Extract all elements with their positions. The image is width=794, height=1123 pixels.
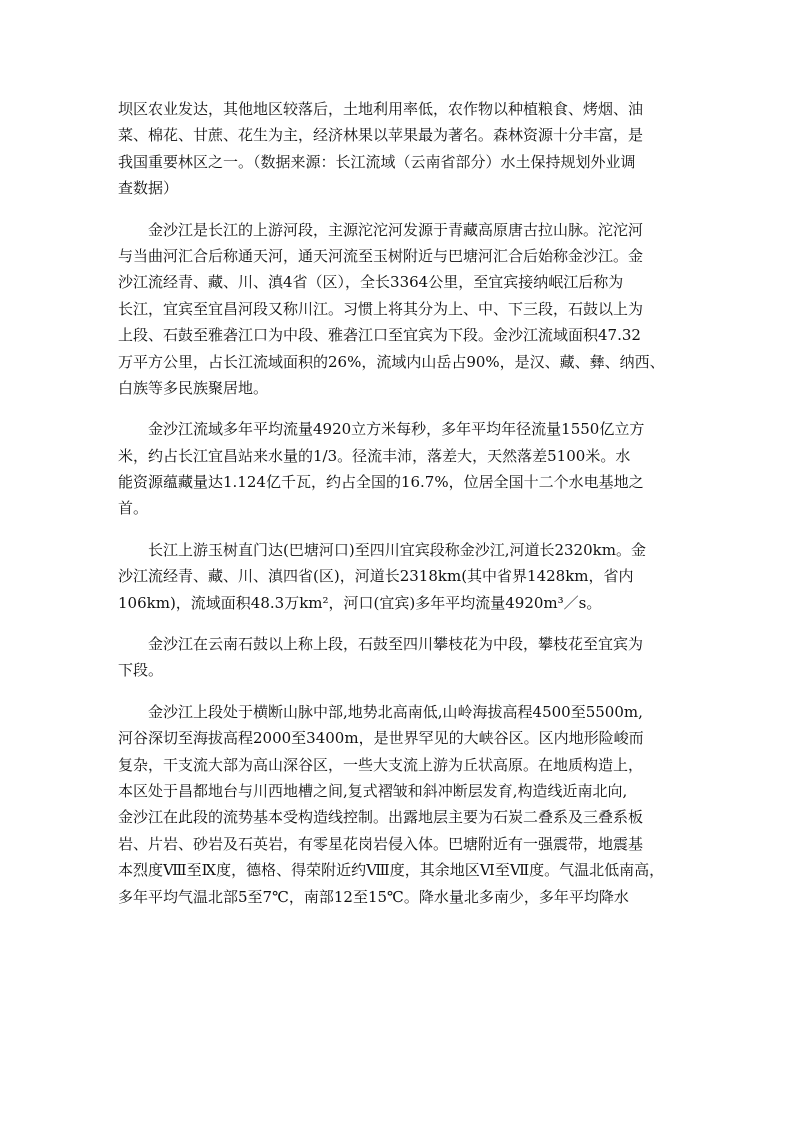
- document-body: [118, 96, 678, 910]
- text-line: 万平方公里，占长江流域面积的26%，流域内山岳占90%，是汉、藏、彝、纳西、: [118, 352, 665, 371]
- text-line: 米，约占长江宜昌站来水量的1/3。径流丰沛，落差大，天然落差5100米。水: [118, 446, 631, 465]
- paragraph-agriculture: [118, 96, 678, 202]
- paragraph-flow-hydropower: [118, 416, 678, 522]
- text-line: 本区处于昌都地台与川西地槽之间,复式褶皱和斜冲断层发育,构造线近南北向,: [118, 781, 628, 800]
- text-line: 金沙江流域多年平均流量4920立方米每秒，多年平均年径流量1550亿立方: [118, 420, 645, 439]
- text-line: 沙江流经青、藏、川、滇四省(区)，河道长2318km(其中省界1428km，省内: [118, 567, 634, 586]
- text-line: 106km)，流域面积48.3万km²，河口(宜宾)多年平均流量4920m³／s。: [118, 593, 602, 612]
- text-line: 坝区农业发达，其他地区较落后，土地利用率低，农作物以种植粮食、烤烟、油: [118, 100, 644, 118]
- paragraph-jinsha-overview: [118, 217, 678, 402]
- paragraph-upper-section: [118, 699, 678, 910]
- text-line: 长江上游玉树直门达(巴塘河口)至四川宜宾段称金沙江,河道长2320km。金: [118, 540, 646, 559]
- text-line: 下段。: [118, 661, 164, 680]
- text-line: 能资源蕴藏量达1.124亿千瓦，约占全国的16.7%，位居全国十二个水电基地之: [118, 473, 644, 492]
- text-line: 与当曲河汇合后称通天河，通天河流至玉树附近与巴塘河汇合后始称金沙江。金: [118, 246, 644, 265]
- text-line: 金沙江在此段的流势基本受构造线控制。出露地层主要为石炭二叠系及三叠系板: [118, 808, 644, 827]
- text-line: 菜、棉花、甘蔗、花生为主，经济林果以苹果最为著名。森林资源十分丰富，是: [118, 126, 644, 145]
- text-line: 河谷深切至海拔高程2000至3400m，是世界罕见的大峡谷区。区内地形险峻而: [118, 729, 644, 748]
- text-line: 金沙江在云南石鼓以上称上段，石鼓至四川攀枝花为中段，攀枝花至宜宾为: [118, 635, 644, 654]
- text-line: 长江，宜宾至宜昌河段又称川江。习惯上将其分为上、中、下三段，石鼓以上为: [118, 299, 644, 318]
- text-line: 白族等多民族聚居地。: [118, 378, 269, 397]
- text-line: 上段、石鼓至雅砻江口为中段、雅砻江口至宜宾为下段。金沙江流域面积47.32: [118, 326, 641, 345]
- text-line: 金沙江上段处于横断山脉中部,地势北高南低,山岭海拔高程4500至5500m,: [118, 702, 643, 721]
- text-line: 金沙江是长江的上游河段，主源沱沱河发源于青藏高原唐古拉山脉。沱沱河: [118, 220, 644, 239]
- paragraph-sections: [118, 631, 678, 684]
- paragraph-river-length: [118, 537, 678, 616]
- text-line: 复杂，干支流大部为高山深谷区，一些大支流上游为丘状高原。在地质构造上，: [118, 755, 644, 774]
- text-line: 沙江流经青、藏、川、滇4省（区），全长3364公里，至宜宾接纳岷江后称为: [118, 273, 624, 292]
- text-line: 首。: [118, 499, 149, 518]
- text-line: 查数据）: [118, 179, 179, 198]
- text-line: 我国重要林区之一。（数据来源：长江流域（云南省部分）水土保持规划外业调: [118, 152, 636, 171]
- text-line: 多年平均气温北部5至7℃，南部12至15℃。降水量北多南少，多年平均降水: [118, 887, 629, 906]
- text-line: 本烈度Ⅷ至Ⅸ度，德格、得荣附近约Ⅷ度，其余地区Ⅵ至Ⅶ度。气温北低南高，: [118, 861, 665, 880]
- text-line: 岩、片岩、砂岩及石英岩，有零星花岗岩侵入体。巴塘附近有一强震带，地震基: [118, 834, 644, 853]
